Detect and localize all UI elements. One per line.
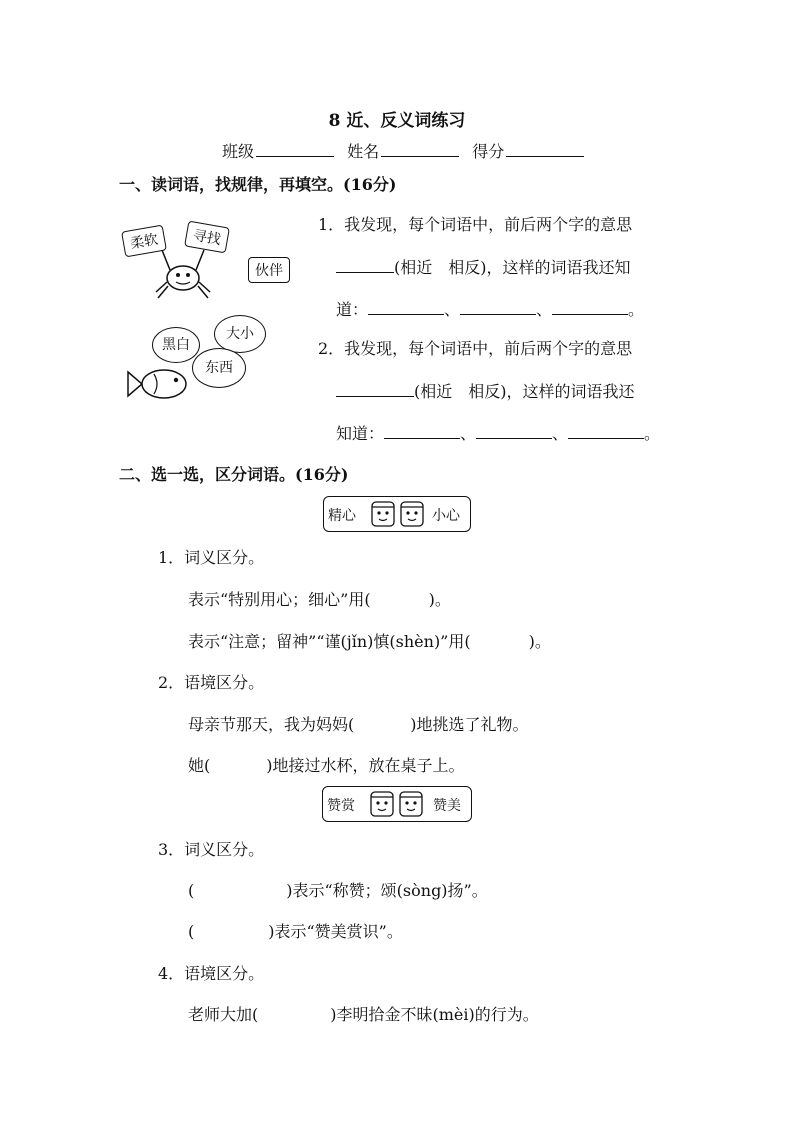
answer-blank[interactable] — [568, 424, 644, 439]
s1-q1-line2 — [336, 255, 631, 278]
word-bubble: 黑白 — [152, 327, 200, 363]
page-title: 8 近、反义词练习 — [328, 111, 466, 131]
s2-q1: 1．词义区分。 — [158, 548, 265, 567]
answer-blank[interactable] — [384, 424, 460, 439]
crab-icon — [148, 248, 218, 300]
s2-q4-a — [188, 1002, 539, 1025]
s2-q2: 2．语境区分。 — [158, 673, 265, 692]
separator: 、 — [552, 424, 569, 443]
s1-q1-line1: 1．我发现，每个词语中，前后两个字的意思 — [318, 215, 633, 234]
name-label: 姓名 — [347, 142, 380, 161]
section2-heading: 二、选一选，区分词语。(16分) — [119, 465, 349, 484]
twin-characters-icon — [368, 498, 428, 530]
student-info — [222, 139, 592, 162]
s2-q3-b — [188, 919, 403, 942]
s1-q1-prefix: 道： — [336, 300, 369, 319]
separator: 、 — [460, 424, 477, 443]
score-blank[interactable] — [506, 142, 584, 157]
word-right: 赞美 — [433, 798, 461, 814]
word-bubble: 东西 — [192, 348, 246, 388]
answer-blank[interactable] — [336, 258, 394, 273]
s2-q2-a — [188, 712, 529, 735]
s2-q1-a-pre: 表示“特别用心；细心”用( — [188, 590, 371, 609]
word-pair-box — [322, 786, 472, 822]
s1-q2-prefix: 知道： — [336, 424, 385, 443]
answer-blank[interactable] — [336, 382, 414, 397]
s1-q1-line2-text: (相近 相反)，这样的词语我还知 — [394, 258, 631, 277]
separator: 、 — [444, 300, 461, 319]
answer-blank[interactable] — [552, 300, 628, 315]
answer-blank[interactable] — [368, 300, 444, 315]
s2-q1-b-post: )。 — [528, 632, 551, 651]
class-label: 班级 — [222, 142, 255, 161]
word-tag: 伙伴 — [248, 257, 290, 283]
s2-q1-a-post: )。 — [428, 590, 451, 609]
answer-blank[interactable] — [476, 424, 552, 439]
s2-q4-a-post: )李明拾金不昧(mèi)的行为。 — [330, 1005, 539, 1024]
s2-q2-b — [188, 753, 465, 776]
s2-q3: 3．词义区分。 — [158, 840, 265, 859]
word-bubble: 大小 — [214, 315, 266, 353]
s2-q2-a-post: )地挑选了礼物。 — [410, 715, 529, 734]
s2-q4: 4．语境区分。 — [158, 964, 265, 983]
s1-q2-line1: 2．我发现，每个词语中，前后两个字的意思 — [318, 339, 633, 358]
s1-q2-line2 — [336, 379, 635, 402]
s2-q4-a-pre: 老师大加( — [188, 1005, 259, 1024]
period: 。 — [644, 424, 661, 443]
fish-icon — [124, 362, 194, 404]
s2-q2-b-pre: 她( — [188, 756, 211, 775]
s2-q3-a-post: )表示“称赞；颂(sòng)扬”。 — [286, 881, 488, 900]
s1-q2-line3 — [336, 421, 660, 444]
answer-blank[interactable] — [460, 300, 536, 315]
s2-q3-a — [188, 878, 488, 901]
s2-q2-b-post: )地接过水杯，放在桌子上。 — [266, 756, 465, 775]
s2-q3-a-pre: ( — [188, 881, 195, 900]
s2-q2-a-pre: 母亲节那天，我为妈妈( — [188, 715, 355, 734]
twin-characters-icon — [367, 788, 427, 820]
s2-q1-b — [188, 629, 551, 652]
period: 。 — [628, 300, 645, 319]
s2-q3-b-pre: ( — [188, 922, 195, 941]
s2-q1-b-pre: 表示“注意；留神”“谨(jǐn)慎(shèn)”用( — [188, 632, 471, 651]
section1-heading: 一、读词语，找规律，再填空。(16分) — [119, 175, 397, 194]
word-tag: 寻找 — [184, 221, 230, 254]
s2-q1-a — [188, 587, 451, 610]
word-tag: 柔软 — [121, 225, 167, 258]
score-label: 得分 — [472, 142, 505, 161]
word-left: 赞赏 — [327, 798, 355, 814]
separator: 、 — [536, 300, 553, 319]
word-right: 小心 — [432, 508, 460, 524]
word-left: 精心 — [328, 508, 356, 524]
s1-q1-line3 — [336, 297, 644, 320]
class-blank[interactable] — [256, 142, 334, 157]
name-blank[interactable] — [381, 142, 459, 157]
s1-q2-line2-text: (相近 相反)，这样的词语我还 — [414, 382, 635, 401]
word-pair-box — [323, 496, 471, 532]
s2-q3-b-post: )表示“赞美赏识”。 — [268, 922, 403, 941]
